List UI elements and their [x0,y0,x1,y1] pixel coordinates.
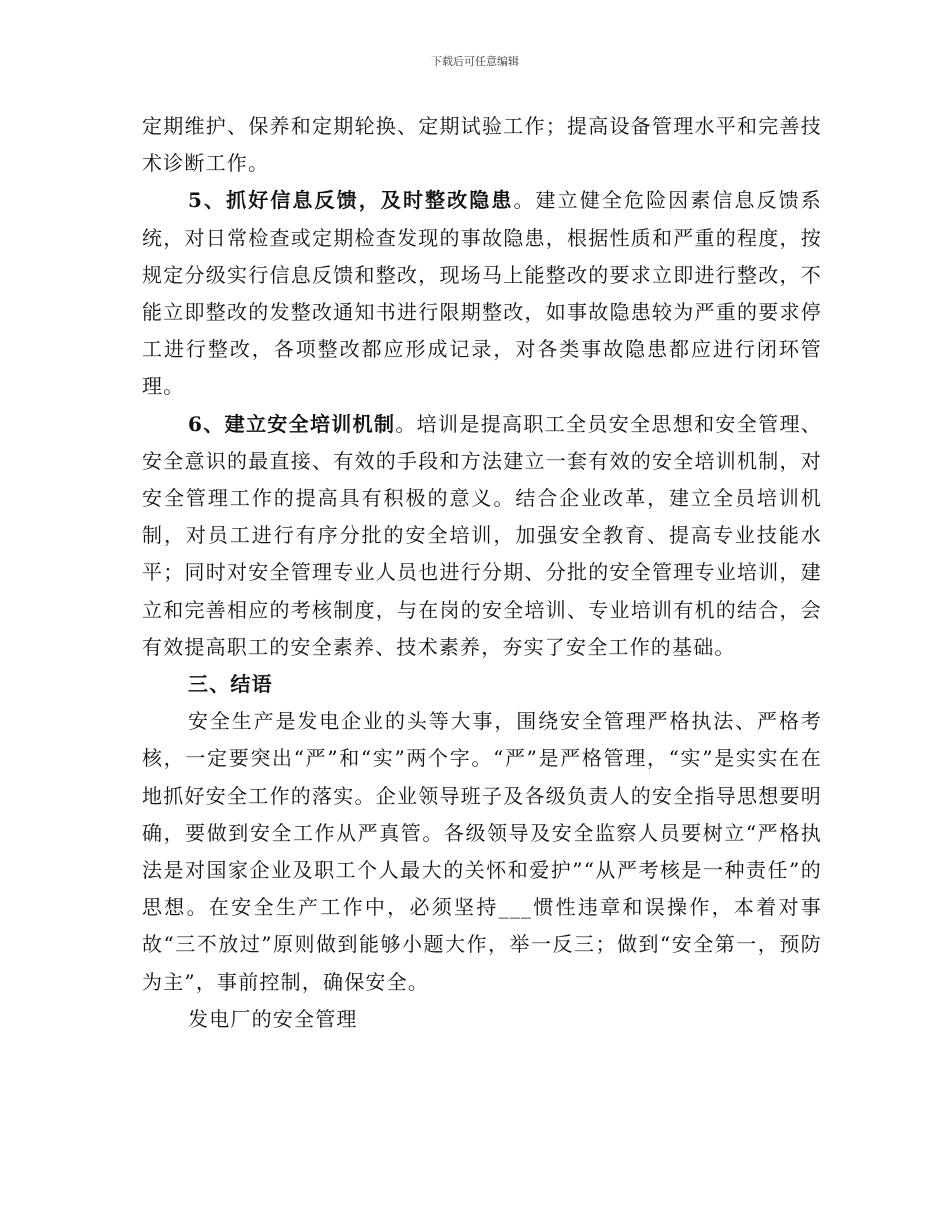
paragraph-5: 发电厂的安全管理 [188,1006,358,1031]
document-body [142,108,822,1038]
section-heading-conclusion: 三、结语 [188,672,273,697]
paragraph-4: 安全生产是发电企业的头等大事，围绕安全管理严格执法、严格考核，一定要突出“严”和“实”两个字。“严”是严格管理，“实”是实实在在地抓好安全工作的落实。企业领导班子及各级负责人的安全指导思想要明确，要做到安全工作从严真管。各级领导及安全监察人员要树立“严格执法是对国家企业及职工个人最大的关怀和爱护”“从严考核是一种责任”的思想。在安全生产工作中，必须坚持___惯性违章和误操作，本着对事故“三不放过”原则做到能够小题大作，举一反三；做到“安全第一，预防为主”，事前控制，确保安全。 [142,709,822,994]
paragraph-2-text: 。建立健全危险因素信息反馈系统，对日常检查或定期检查发现的事故隐患，根据性质和严重的程度，按规定分级实行信息反馈和整改，现场马上能整改的要求立即进行整改，不能立即整改的发整改通知书进行限期整改，如事故隐患较为严重的要求停工进行整改，各项整改都应形成记录，对各类事故隐患都应进行闭环管理。 [142,188,822,399]
paragraph-2-heading: 5、抓好信息反馈，及时整改隐患 [188,188,514,213]
header-note: 下载后可任意编辑 [431,55,519,68]
paragraph-1: 定期维护、保养和定期轮换、定期试验工作；提高设备管理水平和完善技术诊断工作。 [142,114,822,176]
paragraph-3-text: 。培训是提高职工全员安全思想和安全管理、安全意识的最直接、有效的手段和方法建立一套有效的安全培训机制，对安全管理工作的提高具有积极的意义。结合企业改革，建立全员培训机制，对员工进行有序分批的安全培训，加强安全教育、提高专业技能水平；同时对安全管理专业人员也进行分期、分批的安全管理专业培训，建立和完善相应的考核制度，与在岗的安全培训、专业培训有机的结合，会有效提高职工的安全素养、技术素养，夯实了安全工作的基础。 [142,411,822,659]
paragraph-2 [142,182,822,405]
paragraph-3-heading: 6、建立安全培训机制 [188,411,396,436]
paragraph-3 [142,406,822,666]
